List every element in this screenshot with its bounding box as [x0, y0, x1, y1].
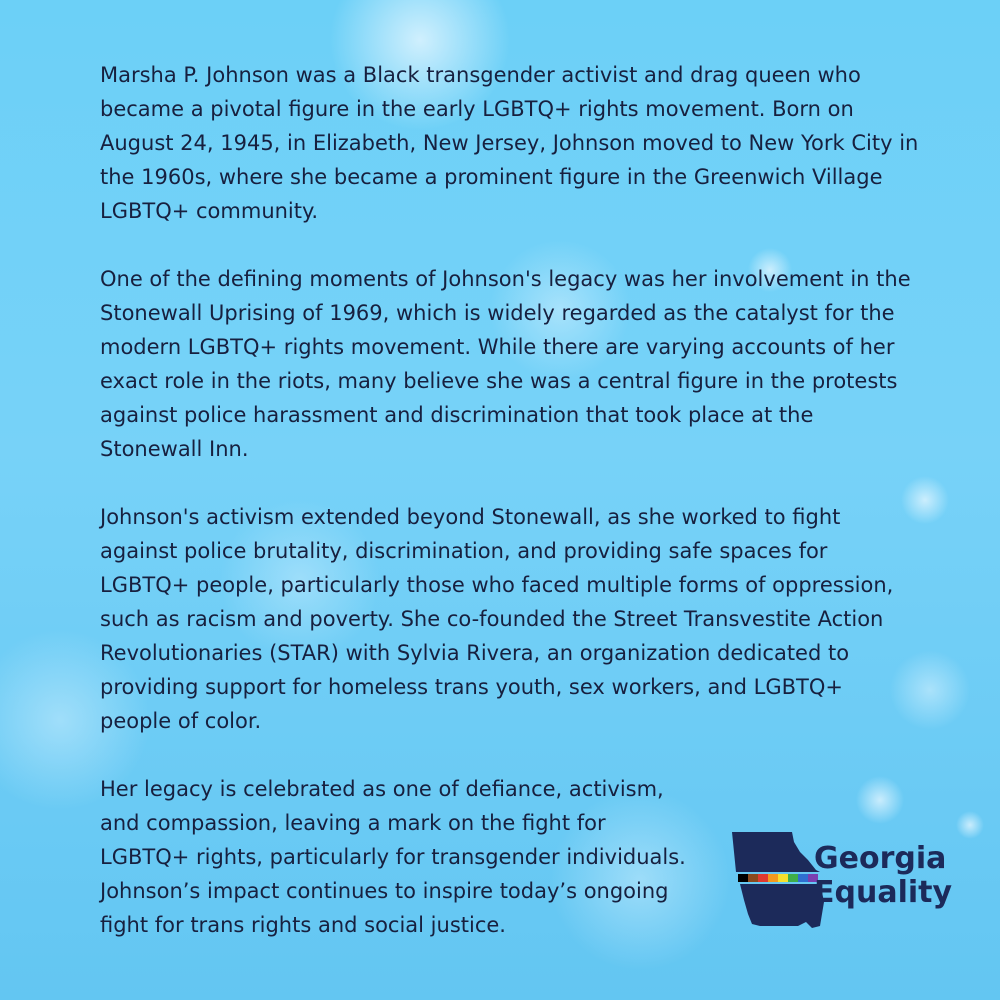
georgia-equality-logo [730, 830, 970, 940]
logo-line-georgia: Georgia [814, 841, 947, 876]
paragraph-activism: Johnson's activism extended beyond Stonewall, as she worked to fight against police brutality, discrimination, and providing safe spaces for LGBTQ+ people, particularly those who faced multiple forms of oppression, such as racism and poverty. She co-founded the Street Transvestite Action Revolutionaries (STAR) with Sylvia Rivera, an organization dedicated to providing support for homeless trans youth, sex workers, and LGBTQ+ people of color. [100, 505, 894, 733]
logo-line-equality: Equality [814, 875, 953, 910]
paragraph-legacy: Her legacy is celebrated as one of defiance, activism, and compassion, leaving a mark on the fight for LGBTQ+ rights, particularly for transgender individuals. Johnson’s impact continues to inspire today’s ongoing fight for trans rights and social justice. [100, 777, 686, 937]
paragraph-intro: Marsha P. Johnson was a Black transgender activist and drag queen who became a pivotal figure in the early LGBTQ+ rights movement. Born on August 24, 1945, in Elizabeth, New Jersey, Johnson moved to New York City in the 1960s, where she became a prominent figure in the Greenwich Village LGBTQ+ community. [100, 63, 919, 223]
paragraph-stonewall: One of the defining moments of Johnson's legacy was her involvement in the Stonewall Uprising of 1969, which is widely regarded as the catalyst for the modern LGBTQ+ rights movement. While there are varying accounts of her exact role in the riots, many believe she was a central figure in the protests against police harassment and discrimination that took place at the Stonewall Inn. [100, 267, 911, 461]
logo-wordmark [814, 842, 952, 910]
pride-stripe [738, 874, 818, 882]
